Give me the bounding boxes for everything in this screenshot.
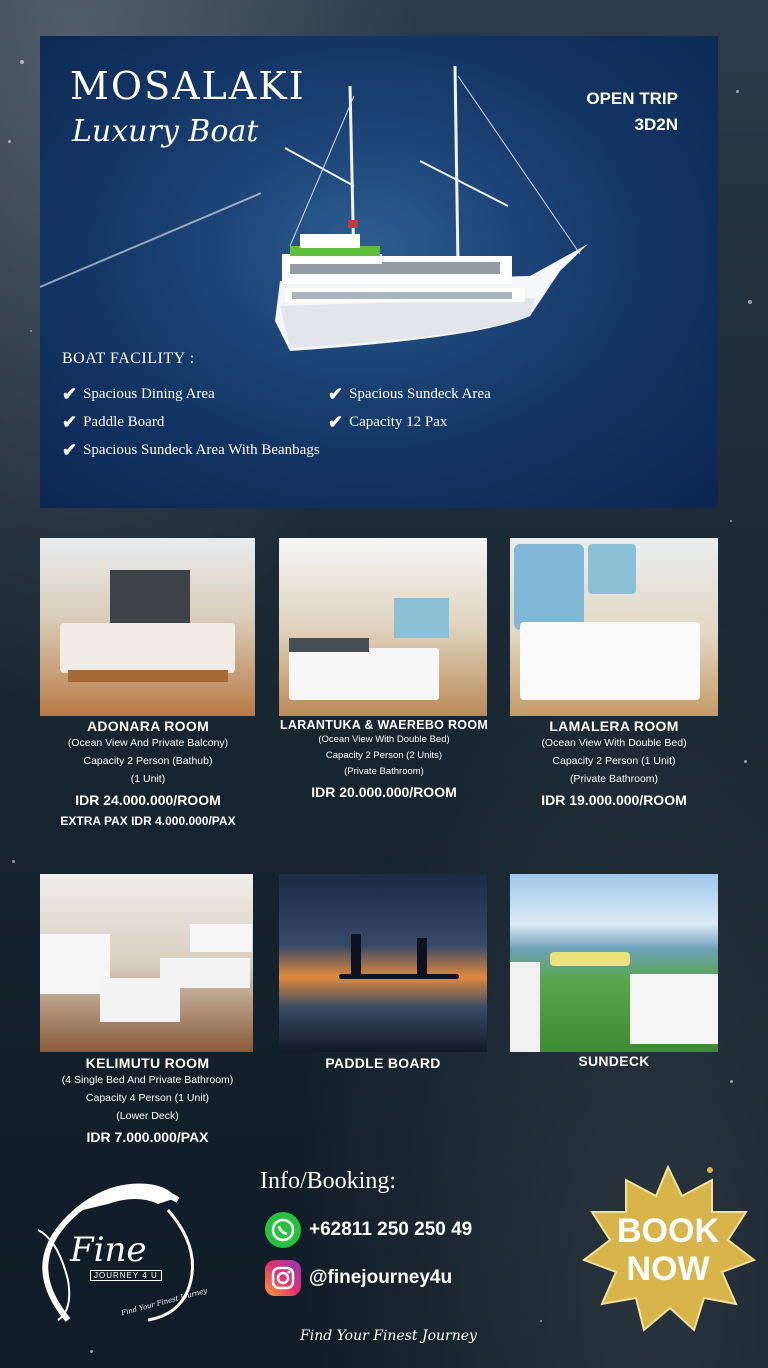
instagram-handle: @finejourney4u — [309, 1267, 453, 1288]
check-icon: ✔ — [328, 384, 344, 404]
facility-item: ✔ Spacious Sundeck Area With Beanbags — [62, 440, 320, 460]
facility-item: ✔ Paddle Board — [62, 412, 165, 432]
check-icon: ✔ — [62, 384, 78, 404]
whatsapp-contact[interactable] — [265, 1212, 472, 1248]
brand-logo — [28, 1170, 228, 1330]
room-detail: (Private Bathroom) — [344, 766, 424, 777]
logo-script: Find Your Finest Journey — [120, 1286, 209, 1318]
hero-subtitle: Luxury Boat — [72, 114, 259, 149]
adonara-room-photo — [40, 538, 255, 716]
room-detail: (Ocean View With Double Bed) — [318, 734, 450, 745]
instagram-contact[interactable] — [265, 1260, 452, 1296]
lamalera-room-photo — [510, 538, 718, 716]
room-detail: (Lower Deck) — [116, 1110, 179, 1122]
facility-item: ✔ Capacity 12 Pax — [328, 412, 448, 432]
boat-illustration — [230, 66, 590, 366]
facility-item: ✔ Spacious Dining Area — [62, 384, 215, 404]
facility-name: SUNDECK — [578, 1053, 650, 1069]
room-detail: Capacity 2 Person (1 Unit) — [552, 755, 676, 767]
room-detail: (4 Single Bed And Private Bathroom) — [61, 1074, 234, 1086]
room-detail: (1 Unit) — [130, 773, 166, 785]
facility-card-sundeck — [510, 1053, 718, 1069]
info-booking-heading: Info/Booking: — [260, 1168, 396, 1194]
check-icon: ✔ — [328, 412, 344, 432]
room-detail: Capacity 4 Person (1 Unit) — [85, 1092, 210, 1104]
paddle-board-photo — [279, 874, 487, 1052]
check-icon: ✔ — [62, 440, 78, 460]
facility-card-paddle — [279, 1055, 487, 1071]
trip-info — [586, 86, 678, 138]
instagram-icon — [265, 1260, 301, 1296]
sundeck-photo — [510, 874, 718, 1052]
kelimutu-room-photo — [40, 874, 253, 1052]
room-card-larantuka — [279, 718, 489, 800]
room-detail: (Private Bathroom) — [569, 773, 659, 785]
room-name: ADONARA ROOM — [86, 718, 210, 734]
room-price: IDR 19.000.000/ROOM — [541, 792, 687, 808]
now-label: NOW — [626, 1250, 710, 1288]
book-now-button[interactable] — [578, 1162, 758, 1337]
whatsapp-number: +62811 250 250 49 — [309, 1219, 473, 1240]
room-card-adonara — [44, 718, 252, 828]
facility-item: ✔ Spacious Sundeck Area — [328, 384, 491, 404]
room-name: LAMALERA ROOM — [549, 718, 679, 734]
boat-wake — [40, 192, 261, 288]
check-icon: ✔ — [62, 412, 78, 432]
room-card-kelimutu — [40, 1055, 255, 1145]
hero-banner — [40, 36, 718, 508]
logo-name: Fine — [70, 1230, 147, 1270]
trip-type: OPEN TRIP — [586, 89, 678, 108]
facility-name: PADDLE BOARD — [325, 1055, 441, 1071]
room-detail: Capacity 2 Person (Bathub) — [83, 755, 213, 767]
room-extra-pax: EXTRA PAX IDR 4.000.000/PAX — [60, 814, 236, 828]
book-label: BOOK — [617, 1212, 719, 1250]
room-detail: (Ocean View With Double Bed) — [541, 737, 687, 749]
larantuka-room-photo — [279, 538, 487, 716]
logo-brand: JOURNEY 4 U — [90, 1270, 162, 1281]
hero-title: MOSALAKI — [70, 64, 306, 108]
room-card-lamalera — [510, 718, 718, 808]
room-name: LARANTUKA & WAEREBO ROOM — [279, 718, 489, 732]
room-detail: Capacity 2 Person (2 Units) — [325, 750, 443, 761]
whatsapp-icon — [265, 1212, 301, 1248]
room-name: KELIMUTU ROOM — [85, 1055, 210, 1071]
room-price: IDR 7.000.000/PAX — [86, 1129, 209, 1145]
room-price: IDR 24.000.000/ROOM — [75, 792, 221, 808]
trip-duration: 3D2N — [634, 115, 678, 134]
room-detail: (Ocean View And Private Balcony) — [67, 737, 229, 749]
facility-heading: BOAT FACILITY : — [62, 350, 195, 367]
footer-tagline: Find Your Finest Journey — [300, 1328, 477, 1344]
room-price: IDR 20.000.000/ROOM — [311, 784, 457, 800]
